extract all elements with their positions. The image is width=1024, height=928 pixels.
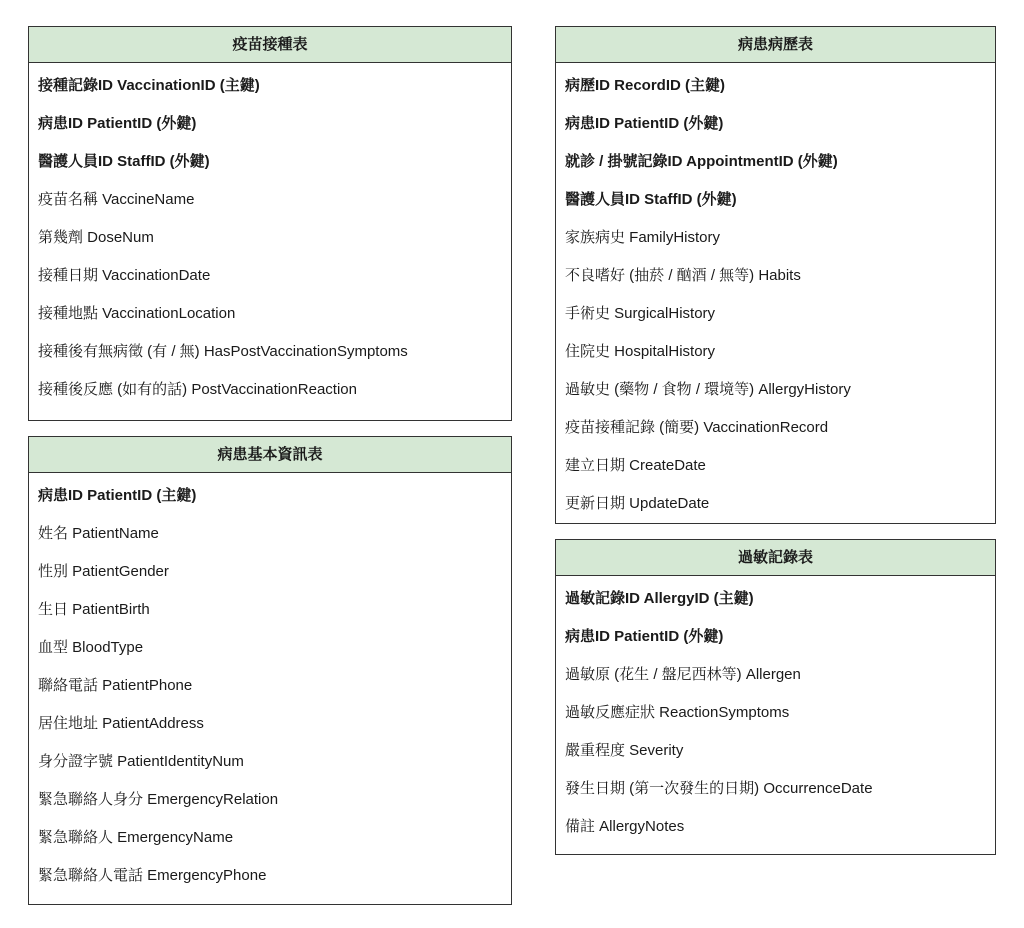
- attribute-field: 緊急聯絡人電話 EmergencyPhone: [38, 867, 267, 884]
- key-field: 接種記錄ID VaccinationID (主鍵): [38, 77, 260, 94]
- attribute-field: 過敏原 (花生 / 盤尼西林等) Allergen: [565, 666, 801, 683]
- patient-basic-table: [28, 436, 512, 905]
- attribute-field: 接種後反應 (如有的話) PostVaccinationReaction: [38, 381, 357, 398]
- attribute-field: 接種後有無病徵 (有 / 無) HasPostVaccinationSymptoms: [38, 343, 408, 360]
- allergy-table: [555, 539, 996, 855]
- attribute-field: 家族病史 FamilyHistory: [565, 229, 721, 246]
- vaccination-table-title: 疫苗接種表: [29, 27, 511, 63]
- key-field: 過敏記錄ID AllergyID (主鍵): [565, 590, 754, 607]
- attribute-field: 發生日期 (第一次發生的日期) OccurrenceDate: [565, 780, 873, 797]
- attribute-field: 疫苗接種記錄 (簡要) VaccinationRecord: [565, 419, 829, 436]
- allergy-table-title: 過敏記錄表: [556, 540, 995, 576]
- attribute-field: 接種日期 VaccinationDate: [38, 267, 211, 284]
- attribute-field: 居住地址 PatientAddress: [38, 715, 204, 732]
- medical-history-table: [555, 26, 996, 524]
- attribute-field: 建立日期 CreateDate: [565, 457, 706, 474]
- attribute-field: 備註 AllergyNotes: [565, 818, 685, 835]
- key-field: 醫護人員ID StaffID (外鍵): [565, 191, 737, 208]
- vaccination-table: [28, 26, 512, 421]
- attribute-field: 姓名 PatientName: [38, 525, 159, 542]
- attribute-field: 疫苗名稱 VaccineName: [38, 191, 195, 208]
- attribute-field: 聯絡電話 PatientPhone: [38, 677, 193, 694]
- key-field: 醫護人員ID StaffID (外鍵): [38, 153, 210, 170]
- allergy-table-fields: [556, 576, 995, 846]
- attribute-field: 緊急聯絡人身分 EmergencyRelation: [38, 791, 279, 808]
- key-field: 就診 / 掛號記錄ID AppointmentID (外鍵): [565, 153, 838, 170]
- attribute-field: 住院史 HospitalHistory: [565, 343, 716, 360]
- key-field: 病患ID PatientID (外鍵): [565, 115, 724, 132]
- medical-history-table-fields: [556, 63, 995, 523]
- attribute-field: 接種地點 VaccinationLocation: [38, 305, 236, 322]
- attribute-field: 過敏反應症狀 ReactionSymptoms: [565, 704, 790, 721]
- attribute-field: 血型 BloodType: [38, 639, 144, 656]
- attribute-field: 更新日期 UpdateDate: [565, 495, 710, 512]
- attribute-field: 緊急聯絡人 EmergencyName: [38, 829, 234, 846]
- attribute-field: 過敏史 (藥物 / 食物 / 環境等) AllergyHistory: [565, 381, 851, 398]
- attribute-field: 不良嗜好 (抽菸 / 酗酒 / 無等) Habits: [565, 267, 801, 284]
- key-field: 病患ID PatientID (主鍵): [38, 487, 197, 504]
- key-field: 病患ID PatientID (外鍵): [565, 628, 724, 645]
- attribute-field: 嚴重程度 Severity: [565, 742, 684, 759]
- vaccination-table-fields: [29, 63, 511, 409]
- attribute-field: 生日 PatientBirth: [38, 601, 150, 618]
- attribute-field: 身分證字號 PatientIdentityNum: [38, 753, 244, 770]
- attribute-field: 手術史 SurgicalHistory: [565, 305, 716, 322]
- key-field: 病歷ID RecordID (主鍵): [565, 77, 726, 94]
- key-field: 病患ID PatientID (外鍵): [38, 115, 197, 132]
- attribute-field: 第幾劑 DoseNum: [38, 229, 154, 246]
- attribute-field: 性別 PatientGender: [38, 563, 169, 580]
- medical-history-table-title: 病患病歷表: [556, 27, 995, 63]
- patient-basic-table-fields: [29, 473, 511, 895]
- patient-basic-table-title: 病患基本資訊表: [29, 437, 511, 473]
